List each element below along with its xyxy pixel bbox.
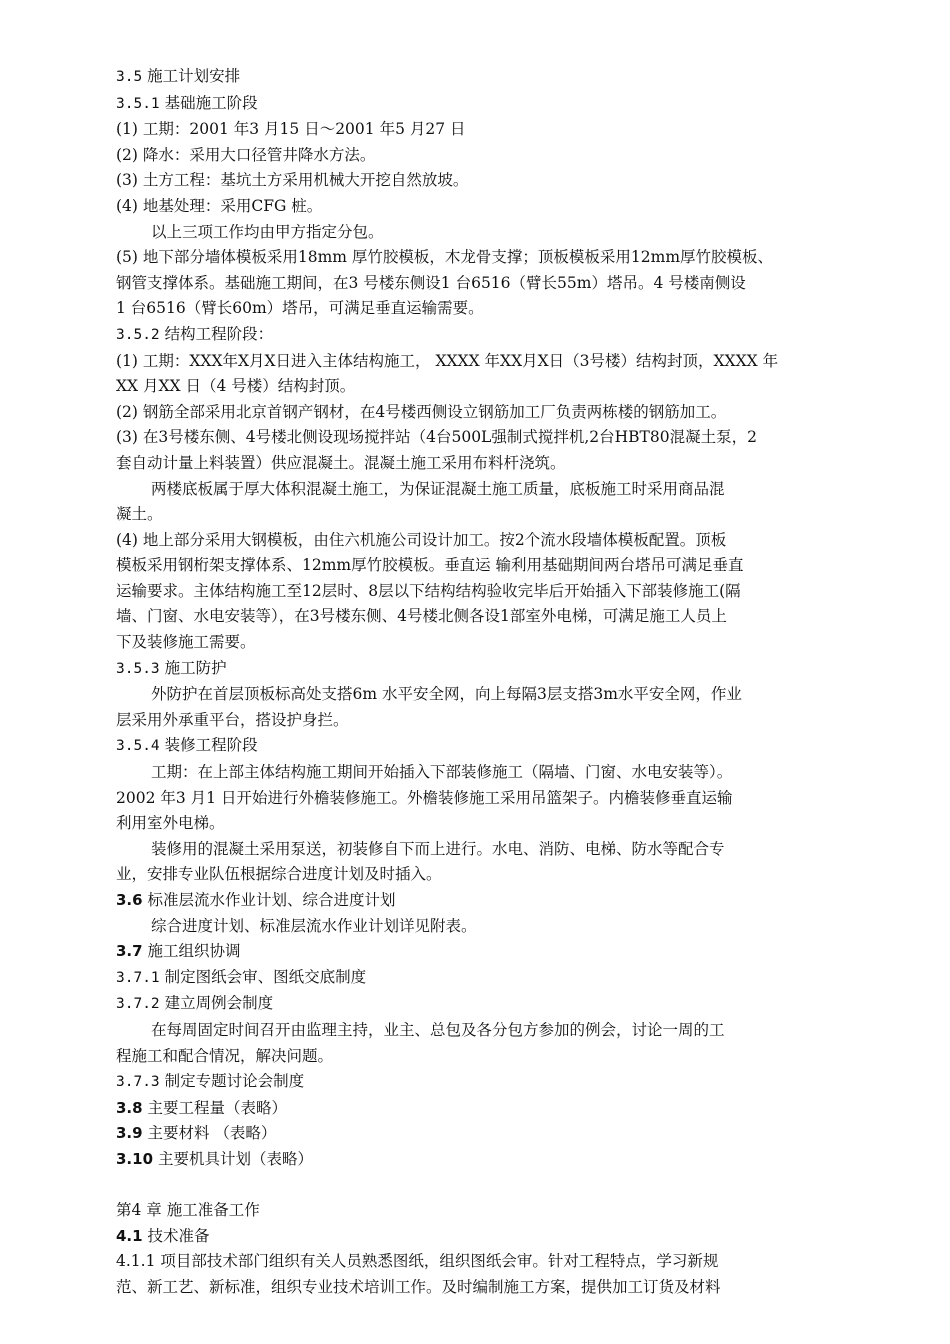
- line-text: XX 月XX 日（4 号楼）结构封顶。: [116, 377, 356, 396]
- line-text: 层采用外承重平台，搭设护身拦。: [116, 710, 349, 729]
- section-title: 装修工程阶段: [159, 736, 258, 755]
- section-heading: [116, 1224, 872, 1250]
- section-number: 4.1: [116, 1226, 143, 1245]
- text-line: [116, 400, 872, 426]
- section-heading: [116, 656, 872, 683]
- section-title: 主要机具计划（表略）: [153, 1149, 313, 1168]
- line-text: 运输要求。主体结构施工至12层时、8层以下结构结构验收完毕后开始插入下部装修施工(隔: [116, 581, 741, 600]
- line-text: 凝土。: [116, 505, 163, 524]
- section-number: 3.5.2: [116, 326, 160, 343]
- section-heading: [116, 1096, 872, 1122]
- section-number: 3.7.2: [116, 996, 160, 1013]
- section-number: 3.7.3: [116, 1074, 160, 1091]
- section-number: 3.8: [116, 1098, 143, 1117]
- section-number: 3.10: [116, 1149, 154, 1168]
- section-number: 3.9: [116, 1124, 143, 1143]
- section-number: 3.5: [116, 69, 143, 85]
- section-title: 技术准备: [142, 1226, 210, 1245]
- line-text: 墙、门窗、水电安装等），在3号楼东侧、4号楼北侧各设1部室外电梯，可满足施工人员上: [116, 607, 727, 626]
- section-heading: [116, 91, 872, 118]
- line-text: (2) 钢筋全部采用北京首钢产钢材，在4号楼西侧设立钢筋加工厂负责两栋楼的钢筋加工。: [116, 402, 727, 421]
- line-text: 第4 章 施工准备工作: [116, 1201, 260, 1220]
- line-text: (5) 地下部分墙体模板采用18mm 厚竹胶模板，木龙骨支撑；顶板模板采用12mm厚竹胶模板、: [116, 248, 774, 267]
- section-number: 3.5.4: [116, 738, 160, 755]
- line-text: 程施工和配合情况，解决问题。: [116, 1046, 334, 1065]
- line-text: 工期：在上部主体结构施工期间开始插入下部装修施工（隔墙、门窗、水电安装等）。: [151, 763, 733, 782]
- section-number: 3.5.3: [116, 660, 160, 677]
- line-text: 下及装修施工需要。: [116, 633, 256, 652]
- text-line: [116, 349, 872, 375]
- section-heading: [116, 322, 872, 349]
- text-line: [116, 579, 872, 605]
- line-text: (1) 工期：2001 年3 月15 日～2001 年5 月27 日: [116, 120, 466, 139]
- text-line: [116, 1044, 872, 1070]
- text-line: [116, 553, 872, 579]
- line-text: (1) 工期：XXX年X月X日进入主体结构施工， XXXX 年XX月X日（3号楼）结构封顶，XXXX 年: [116, 351, 779, 370]
- text-line: [116, 786, 872, 812]
- line-text: 装修用的混凝土采用泵送，初装修自下而上进行。水电、消防、电梯、防水等配合专: [151, 839, 725, 858]
- line-text: (3) 在3号楼东侧、4号楼北侧设现场搅拌站（4台500L强制式搅拌机,2台HBT80混凝土泵，2: [116, 428, 757, 447]
- section-heading: [116, 1069, 872, 1096]
- section-heading: [116, 733, 872, 760]
- section-heading: [116, 888, 872, 914]
- section-number: 3.7.1: [116, 969, 160, 986]
- text-line: [116, 374, 872, 400]
- line-text: 业，安排专业队伍根据综合进度计划及时插入。: [116, 865, 442, 884]
- text-line: [116, 220, 872, 246]
- text-line: [116, 271, 872, 297]
- section-title: 施工组织协调: [142, 942, 241, 961]
- section-heading: [116, 1121, 872, 1147]
- section-title: 制定图纸会审、图纸交底制度: [159, 967, 367, 986]
- section-heading: [116, 1147, 872, 1173]
- text-line: [116, 477, 872, 503]
- section-title: 基础施工阶段: [159, 93, 258, 112]
- line-text: 在每周固定时间召开由监理主持，业主、总包及各分包方参加的例会，讨论一周的工: [151, 1020, 725, 1039]
- text-line: [116, 914, 872, 940]
- line-text: 模板采用钢桁架支撑体系、12mm厚竹胶模板。垂直运 输利用基础期间两台塔吊可满足垂直: [116, 556, 744, 575]
- line-text: 4.1.1 项目部技术部门组织有关人员熟悉图纸，组织图纸会审。针对工程特点，学习新规: [116, 1252, 719, 1271]
- section-title: 施工计划安排: [142, 67, 241, 85]
- section-title: 标准层流水作业计划、综合进度计划: [142, 891, 396, 909]
- line-text: 综合进度计划、标准层流水作业计划详见附表。: [151, 916, 477, 935]
- text-line: [116, 117, 872, 143]
- text-line: [116, 1249, 872, 1275]
- text-line: [116, 425, 872, 451]
- section-title: 主要材料 （表略）: [142, 1124, 277, 1143]
- line-text: (2) 降水：采用大口径管井降水方法。: [116, 145, 376, 164]
- text-line: [116, 528, 872, 554]
- text-line: [116, 682, 872, 708]
- section-heading: [116, 991, 872, 1018]
- section-heading: [116, 965, 872, 992]
- line-text: 1 台6516（臂长60m）塔吊，可满足垂直运输需要。: [116, 299, 484, 318]
- section-heading: [116, 64, 872, 91]
- text-line: [116, 451, 872, 477]
- text-line: [116, 143, 872, 169]
- line-text: 2002 年3 月1 日开始进行外檐装修施工。外檐装修施工采用吊篮架子。内檐装修垂直运输: [116, 788, 733, 807]
- line-text: 范、新工艺、新标准，组织专业技术培训工作。及时编制施工方案，提供加工订货及材料: [116, 1277, 721, 1296]
- blank-line: [116, 1173, 872, 1199]
- text-line: [116, 811, 872, 837]
- text-line: [116, 862, 872, 888]
- section-title: 建立周例会制度: [159, 994, 274, 1013]
- text-line: [116, 604, 872, 630]
- text-line: [116, 1275, 872, 1301]
- section-number: 3.7: [116, 942, 143, 961]
- line-text: 利用室外电梯。: [116, 814, 225, 833]
- text-line: [116, 502, 872, 528]
- text-line: [116, 1018, 872, 1044]
- document-body: [116, 64, 872, 1301]
- line-text: 外防护在首层顶板标高处支搭6m 水平安全网，向上每隔3层支搭3m水平安全网，作业: [151, 685, 742, 704]
- section-heading: [116, 939, 872, 965]
- text-line: [116, 168, 872, 194]
- line-text: (4) 地基处理：采用CFG 桩。: [116, 196, 323, 215]
- section-title: 施工防护: [159, 658, 227, 677]
- text-line: [116, 760, 872, 786]
- section-number: 3.5.1: [116, 95, 160, 112]
- text-line: [116, 245, 872, 271]
- line-text: 两楼底板属于厚大体积混凝土施工，为保证混凝土施工质量，底板施工时采用商品混: [151, 479, 725, 498]
- section-number: 3.6: [116, 891, 143, 909]
- text-line: [116, 1198, 872, 1224]
- line-text: 以上三项工作均由甲方指定分包。: [151, 222, 384, 241]
- section-title: 制定专题讨论会制度: [159, 1072, 305, 1091]
- text-line: [116, 708, 872, 734]
- section-title: 主要工程量（表略）: [142, 1098, 288, 1117]
- text-line: [116, 630, 872, 656]
- line-text: (3) 土方工程：基坑土方采用机械大开挖自然放坡。: [116, 171, 469, 190]
- text-line: [116, 194, 872, 220]
- line-text: (4) 地上部分采用大钢模板，由住六机施公司设计加工。按2个流水段墙体模板配置。顶板: [116, 530, 727, 549]
- section-title: 结构工程阶段：: [159, 324, 274, 343]
- line-text: 钢管支撑体系。基础施工期间，在3 号楼东侧设1 台6516（臂长55m）塔吊。4 号楼南侧设: [116, 273, 746, 292]
- text-line: [116, 837, 872, 863]
- line-text: 套自动计量上料装置）供应混凝土。混凝土施工采用布料杆浇筑。: [116, 453, 566, 472]
- text-line: [116, 296, 872, 322]
